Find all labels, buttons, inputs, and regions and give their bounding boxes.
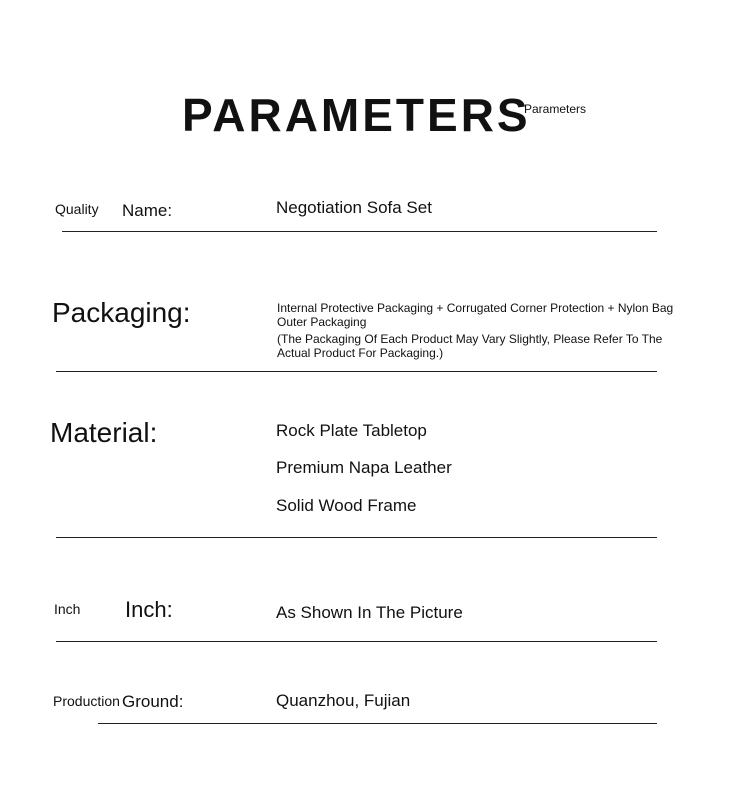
material-value-1: Rock Plate Tabletop: [276, 421, 427, 440]
origin-label-prefix: Production: [53, 693, 120, 709]
origin-value: Quanzhou, Fujian: [276, 691, 411, 710]
material-value-3: Solid Wood Frame: [276, 496, 417, 515]
page-title: PARAMETERS: [182, 89, 531, 141]
packaging-note: (The Packaging Of Each Product May Vary Slightly, Please Refer To The Actual Product For Packaging.): [277, 332, 663, 360]
packaging-value: Internal Protective Packaging + Corrugated Corner Protection + Nylon Bag Outer Packaging: [277, 301, 674, 329]
material-label: Material:: [50, 417, 158, 448]
page-subtitle: Parameters: [524, 102, 587, 116]
size-value: As Shown In The Picture: [276, 603, 463, 622]
material-value-2: Premium Napa Leather: [276, 458, 452, 477]
row-divider: [62, 231, 657, 232]
row-divider: [56, 537, 657, 538]
row-divider: [56, 371, 657, 372]
name-value: Negotiation Sofa Set: [276, 198, 432, 217]
row-divider: [56, 641, 657, 642]
name-label-prefix: Quality: [55, 201, 99, 217]
origin-label: Ground:: [122, 692, 184, 711]
name-label: Name:: [122, 201, 173, 220]
size-label-prefix: Inch: [54, 601, 81, 617]
packaging-label: Packaging:: [52, 297, 191, 328]
row-divider: [98, 723, 657, 724]
size-label: Inch:: [125, 597, 173, 622]
